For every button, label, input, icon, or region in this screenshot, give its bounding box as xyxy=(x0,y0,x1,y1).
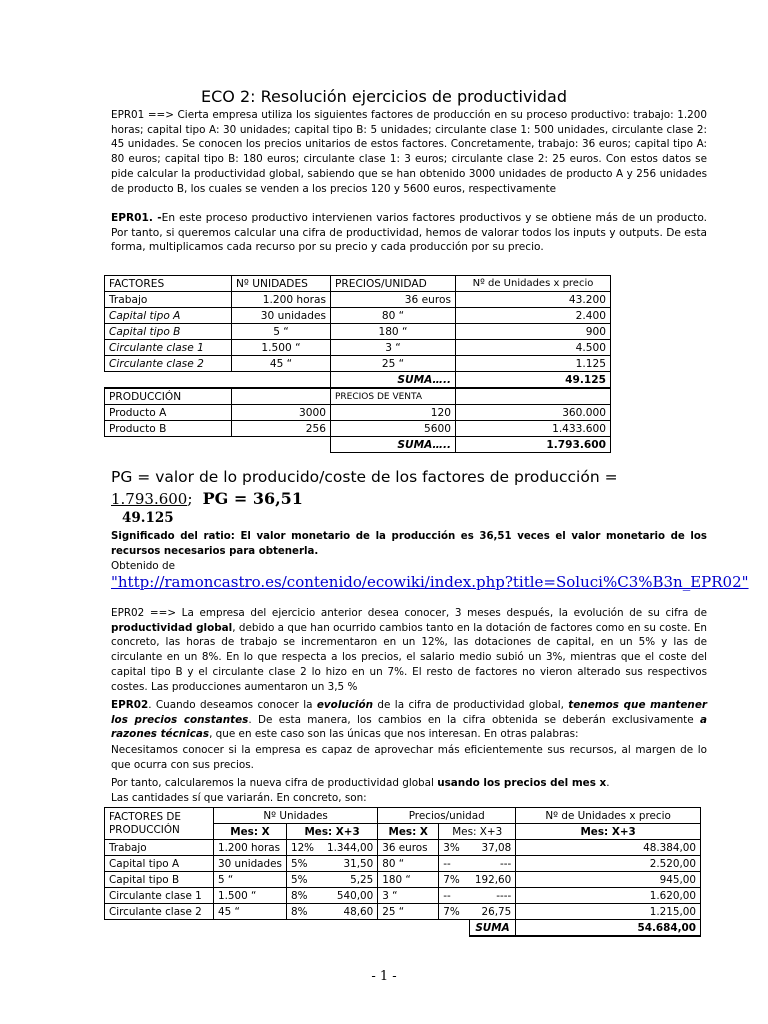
formula-separator: ; xyxy=(187,490,193,508)
table-row xyxy=(105,372,611,389)
table-cell: Producto B xyxy=(105,421,232,437)
table-cell: 180 “ xyxy=(378,872,439,888)
table-cell: Trabajo xyxy=(105,292,232,308)
table-cell: 30 unidades xyxy=(214,856,287,872)
table-cell: -- xyxy=(439,888,470,904)
epr02-text: . Cuando deseamos conocer la xyxy=(148,699,317,711)
epr02-emphasis: usando los precios del mes x xyxy=(437,777,607,789)
epr02-emphasis: tenemos que mantener los precios constantes xyxy=(111,699,708,726)
epr02-paragraph: Necesitamos conocer si la empresa es capaz de aprovechar más eficientemente sus recursos, al margen de lo que ocurra con sus precios. xyxy=(111,744,707,771)
table-cell: 1.200 horas xyxy=(232,292,331,308)
table-cell: Circulante clase 2 xyxy=(105,356,232,372)
table-cell: 8% xyxy=(286,888,323,904)
table-cell: 5% xyxy=(286,872,323,888)
source-link-line xyxy=(111,573,749,591)
formula-numerator: 1.793.600 xyxy=(111,490,188,508)
table-cell: 1.620,00 xyxy=(516,888,701,904)
table-cell: 5% xyxy=(286,856,323,872)
table-cell: 7% xyxy=(439,904,470,920)
epr02-text: , que en este caso son las únicas que nos interesan. En otras palabras: xyxy=(209,728,579,741)
table-row xyxy=(105,421,611,437)
epr02-emphasis: a razones técnicas xyxy=(111,713,707,741)
epr01-solution-label: EPR01. - xyxy=(111,212,162,224)
sum-value: 49.125 xyxy=(456,372,611,389)
epr01-statement: EPR01 ==> Cierta empresa utiliza los siguientes factores de producción en su proceso productivo: trabajo: 1.200 horas; capital tipo A: 30 unidades; capital tipo B: 5 unidades; circulante clase 1: 500 unidades, circulante clase 2: 45 unidades. Se conocen los precios unitarios de estos factores. Concretamente, trabajo: 36 euros; capital tipo A: 80 euros; capital tipo B: 180 euros; circulante clase 1: 3 euros; circulante clase 2: 25 euros. Con estos datos se pide calcular la productividad global, sabiendo que se han obtenido 3000 unidades de producto A y 256 unidades de producto B, los cuales se venden a los precios 120 y 5600 euros, respectivamente xyxy=(111,109,707,195)
table-cell: Capital tipo B xyxy=(105,872,214,888)
table-cell: Trabajo xyxy=(105,840,214,856)
table-header: Nº Unidades xyxy=(214,808,378,824)
table-cell: 1.500 “ xyxy=(214,888,287,904)
table-row xyxy=(105,356,611,372)
formula-denominator: 49.125 xyxy=(122,510,174,526)
formula-result xyxy=(111,489,303,508)
table-cell: 4.500 xyxy=(456,340,611,356)
epr02-emphasis: productividad global xyxy=(111,621,233,634)
table-header: Nº UNIDADES xyxy=(232,276,331,292)
table-cell: 25 “ xyxy=(378,904,439,920)
table-row xyxy=(105,856,701,872)
sum-label: SUMA….. xyxy=(331,437,456,453)
table-cell: 36 euros xyxy=(331,292,456,308)
sum-value: 54.684,00 xyxy=(516,920,701,937)
factors-table-2 xyxy=(104,807,701,937)
factors-table xyxy=(104,275,611,453)
table-cell: 45 “ xyxy=(232,356,331,372)
table-cell: 2.400 xyxy=(456,308,611,324)
production-header: PRODUCCIÓN xyxy=(105,388,232,405)
table-header: Mes: X+3 xyxy=(439,824,516,840)
table-cell: --- xyxy=(469,856,516,872)
table-row xyxy=(105,405,611,421)
table-cell: 80 “ xyxy=(331,308,456,324)
table-cell: 5600 xyxy=(331,421,456,437)
epr02-statement xyxy=(111,606,707,694)
table-cell: 5 “ xyxy=(214,872,287,888)
epr02-paragraph xyxy=(111,776,707,791)
table-header: Mes: X xyxy=(378,824,439,840)
epr02-text: EPR02 ==> La empresa del ejercicio anterior desea conocer, 3 meses después, la evolución de su cifra de xyxy=(111,607,707,619)
table-row xyxy=(105,292,611,308)
epr01-solution xyxy=(111,211,707,255)
table-cell: 8% xyxy=(286,904,323,920)
table-cell: 7% xyxy=(439,872,470,888)
table-row xyxy=(105,308,611,324)
sale-price-header: PRECIOS DE VENTA xyxy=(331,388,456,405)
formula-value: PG = 36,51 xyxy=(202,489,303,508)
table-cell: 45 “ xyxy=(214,904,287,920)
table-header: FACTORES DE PRODUCCIÓN xyxy=(105,808,214,840)
epr02-solution xyxy=(111,698,707,742)
epr02-paragraph: Las cantidades sí que variarán. En concreto, son: xyxy=(111,792,367,804)
sum-value: 1.793.600 xyxy=(456,437,611,453)
table-cell: 3% xyxy=(439,840,470,856)
table-cell: 1.433.600 xyxy=(456,421,611,437)
table-row xyxy=(105,888,701,904)
table-row xyxy=(105,340,611,356)
sum-label: SUMA….. xyxy=(331,372,456,389)
table-cell: Circulante clase 1 xyxy=(105,888,214,904)
table-row xyxy=(105,904,701,920)
table-cell: 1.344,00 xyxy=(323,840,378,856)
table-cell: Capital tipo A xyxy=(105,308,232,324)
table-header: Mes: X xyxy=(214,824,287,840)
table-row xyxy=(105,276,611,292)
table-header: Precios/unidad xyxy=(378,808,516,824)
epr02-text: Por tanto, calcularemos la nueva cifra de productividad global xyxy=(111,777,438,789)
table-header: Mes: X+3 xyxy=(286,824,377,840)
source-link[interactable]: "http://ramoncastro.es/contenido/ecowiki/index.php?title=Soluci%C3%B3n_EPR02" xyxy=(111,573,749,591)
epr02-text: de la cifra de productividad global, xyxy=(373,699,569,711)
table-cell: 48,60 xyxy=(323,904,378,920)
table-cell: 1.200 horas xyxy=(214,840,287,856)
table-cell: 37,08 xyxy=(469,840,516,856)
page-title: ECO 2: Resolución ejercicios de productividad xyxy=(201,87,567,106)
table-cell: 945,00 xyxy=(516,872,701,888)
table-row xyxy=(105,872,701,888)
page-number: - 1 - xyxy=(371,969,397,984)
epr02-text: , debido a que han ocurrido cambios tanto en la dotación de factores como en su coste. En concreto, las horas de trabajo se incrementaron en un 12%, las dotaciones de capital, en un 5% y las de circulante en un 8%. En lo que respecta a los precios, el salario medio subió un 3%, mientras que el coste del capital tipo B y el circulante clase 2 lo hizo en un 7%. El resto de factores no vieron alterado sus respectivos costes. Las producciones aumentaron un 3,5 % xyxy=(111,621,707,693)
table-row xyxy=(105,808,701,824)
table-header: FACTORES xyxy=(105,276,232,292)
table-cell: Capital tipo B xyxy=(105,324,232,340)
table-cell: 1.125 xyxy=(456,356,611,372)
table-cell: 26,75 xyxy=(469,904,516,920)
table-cell: 3000 xyxy=(232,405,331,421)
table-cell: 3 “ xyxy=(331,340,456,356)
table-cell: Producto A xyxy=(105,405,232,421)
table-header: Mes: X+3 xyxy=(516,824,701,840)
epr02-text: . De esta manera, los cambios en la cifra obtenida se deberán exclusivamente xyxy=(248,713,700,726)
table-cell: 30 unidades xyxy=(232,308,331,324)
epr02-emphasis: evolución xyxy=(316,699,374,711)
table-cell: 360.000 xyxy=(456,405,611,421)
table-cell: 48.384,00 xyxy=(516,840,701,856)
table-cell: 2.520,00 xyxy=(516,856,701,872)
table-cell: 3 “ xyxy=(378,888,439,904)
table-cell: 31,50 xyxy=(323,856,378,872)
table-cell: Circulante clase 2 xyxy=(105,904,214,920)
table-cell: 12% xyxy=(286,840,323,856)
table-cell: 1.500 “ xyxy=(232,340,331,356)
table-cell: 192,60 xyxy=(469,872,516,888)
epr01-solution-text: En este proceso productivo intervienen varios factores productivos y se obtiene más de un producto. Por tanto, si queremos calcular una cifra de productividad, hemos de valorar todos los inputs y outputs. De esta forma, multiplicamos cada recurso por su precio y cada producción por su precio. xyxy=(111,212,707,254)
table-cell: -- xyxy=(439,856,470,872)
table-header: Nº de Unidades x precio xyxy=(516,808,701,824)
table-cell: Capital tipo A xyxy=(105,856,214,872)
source-label: Obtenido de xyxy=(111,560,175,572)
sum-label: SUMA xyxy=(469,920,516,937)
table-row xyxy=(105,920,701,937)
table-cell: 36 euros xyxy=(378,840,439,856)
table-cell: 1.215,00 xyxy=(516,904,701,920)
table-cell: 80 “ xyxy=(378,856,439,872)
table-cell: 900 xyxy=(456,324,611,340)
table-cell: 25 “ xyxy=(331,356,456,372)
table-cell: 540,00 xyxy=(323,888,378,904)
table-cell: 5 “ xyxy=(232,324,331,340)
table-cell: 120 xyxy=(331,405,456,421)
table-header: Nº de Unidades x precio xyxy=(456,276,611,292)
table-row xyxy=(105,388,611,405)
table-cell: ---- xyxy=(469,888,516,904)
table-cell: 5,25 xyxy=(323,872,378,888)
table-row xyxy=(105,324,611,340)
table-cell: 256 xyxy=(232,421,331,437)
table-cell: 180 “ xyxy=(331,324,456,340)
formula-definition: PG = valor de lo producido/coste de los factores de producción = xyxy=(111,468,618,486)
table-cell: Circulante clase 1 xyxy=(105,340,232,356)
table-cell: 43.200 xyxy=(456,292,611,308)
table-row xyxy=(105,840,701,856)
table-row xyxy=(105,437,611,453)
epr02-solution-label: EPR02 xyxy=(111,699,149,711)
ratio-meaning: Significado del ratio: El valor monetario de la producción es 36,51 veces el valor monetario de los recursos necesarios para obtenerla. xyxy=(111,531,707,557)
table-header: PRECIOS/UNIDAD xyxy=(331,276,456,292)
epr02-text: . xyxy=(606,777,610,789)
